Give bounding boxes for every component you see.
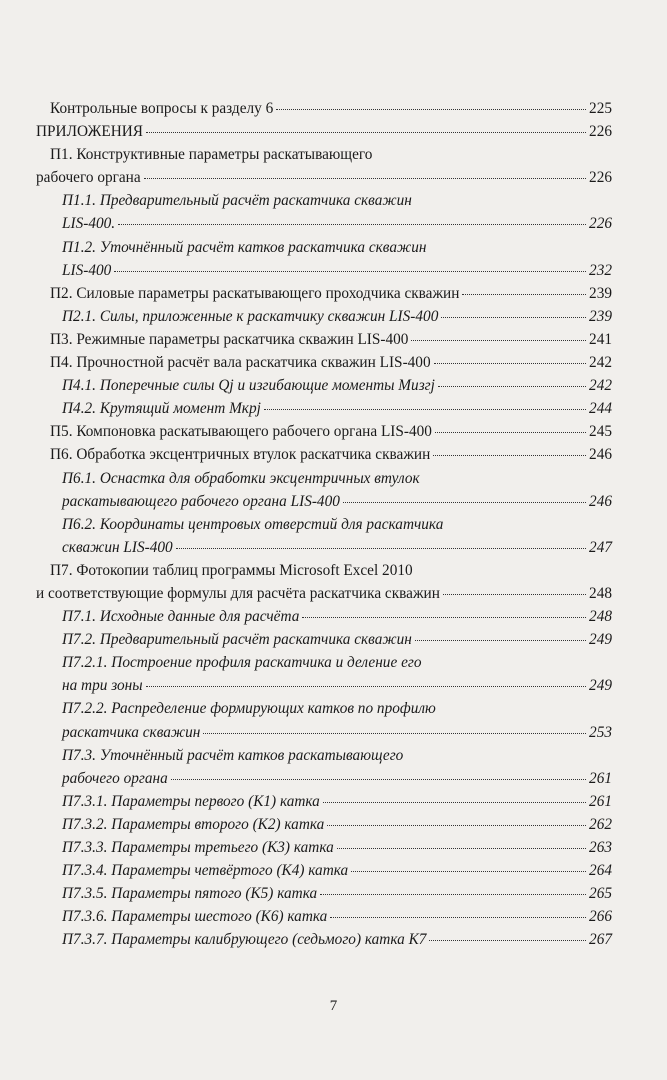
dot-leader	[320, 894, 586, 895]
toc-entry-page: 226	[589, 169, 612, 187]
toc-entry-title: раскатывающего рабочего органа LIS-400	[62, 492, 340, 510]
dot-leader	[337, 848, 586, 849]
toc-entry-title: П3. Режимные параметры раскатчика скважин LIS-400	[50, 330, 409, 348]
toc-entry-title: П7.3.7. Параметры калибрующего (седьмого) катка К7	[62, 931, 427, 949]
dot-leader	[323, 802, 586, 803]
toc-entry-page: 244	[589, 400, 612, 418]
toc-entry-page: 226	[589, 123, 612, 141]
dot-leader	[435, 432, 586, 433]
dot-leader	[146, 686, 586, 687]
toc-entry-title: П7. Фотокопии таблиц программы Microsoft Excel 2010	[50, 561, 413, 579]
toc-entry-page: 226	[589, 215, 612, 233]
toc-entry	[36, 813, 612, 836]
dot-leader	[343, 502, 586, 503]
toc-entry	[36, 605, 612, 628]
toc-entry-title: LIS-400.	[62, 215, 116, 233]
toc-entry-title: П7.3.3. Параметры третьего (К3) катка	[62, 839, 334, 856]
toc-entry-title: П7.3. Уточнённый расчёт катков раскатывающего	[62, 746, 404, 764]
toc-entry-title: П7.3.4. Параметры четвёртого (К4) катка	[62, 862, 349, 880]
toc-entry	[36, 443, 612, 466]
dot-leader	[144, 178, 586, 179]
toc-entry-title: П5. Компоновка раскатывающего рабочего органа LIS-400	[50, 423, 432, 441]
toc-entry-title: П7.3.5. Параметры пятого (К5) катка	[62, 885, 318, 903]
toc-entry-page: 248	[589, 608, 612, 626]
toc-entry-page: 241	[589, 330, 612, 348]
toc-entry-page: 261	[589, 792, 612, 810]
toc-entry	[36, 120, 612, 143]
toc-entry-page: 242	[589, 377, 612, 395]
toc-entry	[36, 513, 612, 559]
toc-entry-title: П6.2. Координаты центровых отверстий для раскатчика	[62, 515, 444, 533]
dot-leader	[114, 271, 586, 272]
dot-leader	[438, 386, 586, 387]
dot-leader	[462, 294, 586, 295]
toc-entry-title: рабочего органа	[62, 769, 168, 787]
toc-entry	[36, 305, 612, 328]
toc-entry-title: на три зоны	[62, 677, 143, 695]
toc-entry	[36, 928, 612, 951]
toc-entry	[36, 697, 612, 743]
toc-entry-title: П4. Прочностной расчёт вала раскатчика скважин LIS-400	[50, 354, 431, 372]
toc-entry	[36, 282, 612, 305]
toc-entry	[36, 328, 612, 351]
toc-entry-title: П7.2. Предварительный расчёт раскатчика скважин	[62, 631, 412, 649]
toc-entry-title: П7.3.6. Параметры шестого (К6) катка	[62, 908, 328, 926]
toc-entry-title: П7.2.1. Построение профиля раскатчика и деление его	[62, 654, 422, 672]
toc-entry	[36, 351, 612, 374]
toc-entry-page: 264	[589, 862, 612, 880]
toc-entry	[36, 397, 612, 420]
toc-entry-page: 247	[589, 538, 612, 556]
dot-leader	[146, 132, 586, 133]
dot-leader	[302, 617, 586, 618]
page-number: 7	[329, 998, 338, 1014]
dot-leader	[327, 825, 586, 826]
toc-entry-page: 245	[589, 423, 612, 441]
toc-entry-title: П7.3.2. Параметры второго (К2) катка	[62, 815, 325, 833]
toc-entry-title: Контрольные вопросы к разделу 6	[50, 100, 274, 117]
dot-leader	[276, 109, 586, 110]
toc-entry-title: П4.2. Крутящий момент Mкрj	[62, 400, 261, 418]
toc-entry	[36, 143, 612, 189]
toc-entry	[36, 836, 612, 859]
dot-leader	[441, 317, 586, 318]
toc-entry	[36, 236, 612, 282]
toc-entry-page: 263	[589, 839, 612, 856]
toc-entry	[36, 97, 612, 120]
dot-leader	[443, 594, 586, 595]
toc-entry-title: раскатчика скважин	[62, 723, 201, 741]
table-of-contents	[36, 97, 612, 951]
toc-entry-title: рабочего органа	[36, 169, 141, 187]
dot-leader	[171, 779, 586, 780]
toc-entry-page: 249	[589, 677, 612, 695]
toc-entry-title: П1. Конструктивные параметры раскатывающего	[50, 146, 373, 164]
toc-entry-title: П2.1. Силы, приложенные к раскатчику скважин LIS-400	[62, 307, 439, 325]
toc-entry-page: 232	[589, 261, 612, 279]
toc-entry-title: П1.1. Предварительный расчёт раскатчика скважин	[62, 192, 412, 210]
toc-entry	[36, 859, 612, 882]
toc-entry-title: П7.3.1. Параметры первого (К1) катка	[62, 792, 320, 810]
dot-leader	[351, 871, 586, 872]
toc-entry-page: 242	[589, 354, 612, 372]
toc-entry	[36, 189, 612, 235]
toc-entry-title: П6. Обработка эксцентричных втулок раскатчика скважин	[50, 446, 431, 464]
toc-entry-title: П1.2. Уточнённый расчёт катков раскатчика скважин	[62, 238, 427, 256]
dot-leader	[203, 733, 586, 734]
toc-entry-title: и соответствующие формулы для расчёта раскатчика скважин	[36, 584, 440, 602]
toc-entry	[36, 744, 612, 790]
toc-entry	[36, 905, 612, 928]
toc-entry-page: 261	[589, 769, 612, 787]
toc-entry-page: 249	[589, 631, 612, 649]
dot-leader	[330, 917, 586, 918]
toc-entry-page: 246	[589, 492, 612, 510]
toc-entry-title: П7.2.2. Распределение формирующих катков по профилю	[62, 700, 436, 718]
toc-entry-page: 239	[589, 307, 612, 325]
dot-leader	[433, 455, 586, 456]
dot-leader	[415, 640, 586, 641]
toc-entry	[36, 651, 612, 697]
toc-entry	[36, 882, 612, 905]
dot-leader	[434, 363, 586, 364]
toc-entry-page: 265	[589, 885, 612, 903]
toc-entry-page: 239	[589, 284, 612, 302]
toc-entry	[36, 628, 612, 651]
toc-entry-title: ПРИЛОЖЕНИЯ	[36, 123, 143, 141]
toc-entry	[36, 790, 612, 813]
dot-leader	[429, 940, 586, 941]
toc-entry-page: 267	[589, 931, 612, 949]
toc-entry	[36, 559, 612, 605]
toc-entry-page: 266	[589, 908, 612, 926]
toc-entry	[36, 420, 612, 443]
toc-entry-page: 253	[589, 723, 612, 741]
toc-entry-page: 225	[589, 100, 612, 117]
dot-leader	[264, 409, 586, 410]
toc-entry-page: 246	[589, 446, 612, 464]
dot-leader	[176, 548, 586, 549]
dot-leader	[118, 224, 586, 225]
toc-entry-page: 248	[589, 584, 612, 602]
toc-entry	[36, 467, 612, 513]
toc-entry-page: 262	[589, 815, 612, 833]
toc-entry-title: П4.1. Поперечные силы Qj и изгибающие моменты Mизгj	[62, 377, 435, 395]
toc-entry-title: П7.1. Исходные данные для расчёта	[62, 608, 300, 626]
toc-entry-title: П6.1. Оснастка для обработки эксцентричных втулок	[62, 469, 420, 487]
toc-entry	[36, 374, 612, 397]
toc-entry-title: LIS-400	[62, 261, 112, 279]
toc-entry-title: П2. Силовые параметры раскатывающего проходчика скважин	[50, 284, 460, 302]
toc-entry-title: скважин LIS-400	[62, 538, 173, 556]
dot-leader	[411, 340, 586, 341]
